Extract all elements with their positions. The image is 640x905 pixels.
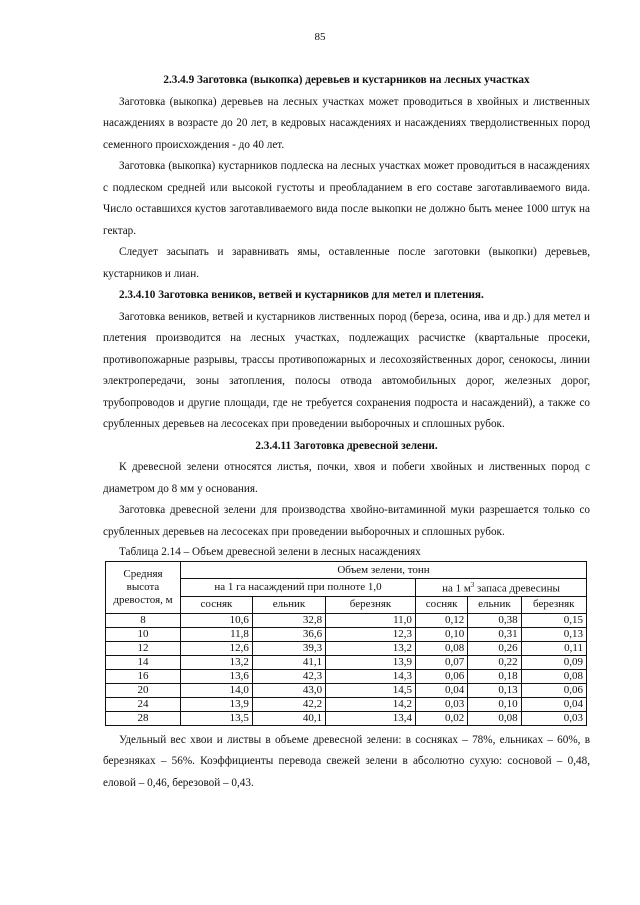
value-cell: 14,2 xyxy=(326,697,416,711)
value-cell: 36,6 xyxy=(252,627,325,641)
value-cell: 0,10 xyxy=(415,627,467,641)
value-cell: 0,15 xyxy=(521,613,586,627)
table-row xyxy=(106,655,587,669)
subheader-per-cubic-meter: на 1 $м^3$ запаса древесины xyxy=(415,579,586,597)
subheader-per-hectare: на 1 га насаждений при полноте 1,0 xyxy=(181,579,416,597)
table-caption: Таблица 2.14 – Объем древесной зелени в лесных насаждениях xyxy=(119,546,421,558)
value-cell: 0,06 xyxy=(521,683,586,697)
value-cell: 42,3 xyxy=(252,669,325,683)
value-cell: 12,6 xyxy=(181,641,253,655)
height-cell: 16 xyxy=(106,669,181,683)
paragraph: Заготовка (выкопка) кустарников подлеска на лесных участках может проводиться в насаждениях с подлеском средней или высокой густоты и преобладанием в его составе заготавливаемого вида. Число оставшихся кустов заготавливаемого вида после выкопки не должно быть менее 1000 штук на гектар. xyxy=(103,160,590,237)
value-cell: 11,0 xyxy=(326,613,416,627)
value-cell: 0,03 xyxy=(521,711,586,725)
height-cell: 24 xyxy=(106,697,181,711)
value-cell: 42,2 xyxy=(252,697,325,711)
paragraph: Следует засыпать и заравнивать ямы, оставленные после заготовки (выкопки) деревьев, кустарников и лиан. xyxy=(103,246,590,280)
height-cell: 10 xyxy=(106,627,181,641)
value-cell: 14,0 xyxy=(181,683,253,697)
value-cell: 32,8 xyxy=(252,613,325,627)
species-header: сосняк xyxy=(415,596,467,613)
value-cell: 10,6 xyxy=(181,613,253,627)
species-header: ельник xyxy=(252,596,325,613)
value-cell: 13,2 xyxy=(326,641,416,655)
value-cell: 12,3 xyxy=(326,627,416,641)
height-cell: 8 xyxy=(106,613,181,627)
value-cell: 0,07 xyxy=(415,655,467,669)
value-cell: 14,5 xyxy=(326,683,416,697)
value-cell: 0,13 xyxy=(521,627,586,641)
value-cell: 0,04 xyxy=(415,683,467,697)
value-cell: 0,11 xyxy=(521,641,586,655)
table-body xyxy=(106,613,587,725)
value-cell: 13,2 xyxy=(181,655,253,669)
value-cell: 0,26 xyxy=(468,641,521,655)
value-cell: 0,18 xyxy=(468,669,521,683)
paragraph: Заготовка древесной зелени для производства хвойно-витаминной муки разрешается только со срубленных деревьев на лесосеках при проведении выборочных и сплошных рубок. xyxy=(103,504,590,538)
column-header-height: Средняя высота древостоя, м xyxy=(106,562,181,614)
value-cell: 13,6 xyxy=(181,669,253,683)
height-cell: 28 xyxy=(106,711,181,725)
table-row xyxy=(106,627,587,641)
value-cell: 0,04 xyxy=(521,697,586,711)
page-number: 85 xyxy=(314,31,326,43)
value-cell: 0,08 xyxy=(521,669,586,683)
value-cell: 0,02 xyxy=(415,711,467,725)
species-header: сосняк xyxy=(181,596,253,613)
height-cell: 20 xyxy=(106,683,181,697)
table-row xyxy=(106,641,587,655)
value-cell: 0,03 xyxy=(415,697,467,711)
section-heading-2-3-4-11: 2.3.4.11 Заготовка древесной зелени. xyxy=(255,439,438,452)
paragraph: К древесной зелени относятся листья, почки, хвоя и побеги хвойных и лиственных пород с диаметром до 8 мм у основания. xyxy=(103,461,590,495)
section-heading-2-3-4-9: 2.3.4.9 Заготовка (выкопка) деревьев и кустарников на лесных участках xyxy=(163,74,530,86)
value-cell: 40,1 xyxy=(252,711,325,725)
value-cell: 0,08 xyxy=(468,711,521,725)
value-cell: 43,0 xyxy=(252,683,325,697)
closing-paragraph: Удельный вес хвои и листвы в объеме древесной зелени: в сосняках – 78%, ельниках – 60%, в березняках – 56%. Коэффициенты перевода свежей зелени в абсолютно сухую: сосновой – 0,48, еловой – 0,46, березовой – 0,43. xyxy=(103,733,590,789)
height-cell: 14 xyxy=(106,655,181,669)
section-heading-2-3-4-10: 2.3.4.10 Заготовка веников, ветвей и кустарников для метел и плетения. xyxy=(119,289,484,301)
paragraph: Заготовка веников, ветвей и кустарников лиственных пород (береза, осина, ива и др.) для метел и плетения производится на лесных участках, подлежащих расчистке (квартальные просеки, противопожарные разрывы, трассы противопожарных и лесохозяйственных дорог, сенокосы, линии электропередачи, зоны затопления, полосы отвода автомобильных дорог, железных дорог, трубопроводов и другие площади, где не требуется сохранения подроста и насаждений), а также со срубленных деревьев на лесосеках при проведении выборочных и сплошных рубок. xyxy=(103,310,590,430)
value-cell: 14,3 xyxy=(326,669,416,683)
column-group-header: Объем зелени, тонн xyxy=(181,562,587,579)
table-row xyxy=(106,669,587,683)
value-cell: 0,38 xyxy=(468,613,521,627)
value-cell: 0,22 xyxy=(468,655,521,669)
species-header: ельник xyxy=(468,596,521,613)
value-cell: 0,06 xyxy=(415,669,467,683)
value-cell: 0,12 xyxy=(415,613,467,627)
value-cell: 0,13 xyxy=(468,683,521,697)
table-row xyxy=(106,683,587,697)
species-header: березняк xyxy=(521,596,586,613)
paragraph: Заготовка (выкопка) деревьев на лесных участках может проводиться в хвойных и лиственных насаждениях в возрасте до 20 лет, в кедровых насаждениях и насаждениях твердолиственных пород семенного происхождения - до 40 лет. xyxy=(103,95,590,151)
value-cell: 13,9 xyxy=(181,697,253,711)
species-header: березняк xyxy=(326,596,416,613)
table-row xyxy=(106,613,587,627)
value-cell: 13,4 xyxy=(326,711,416,725)
height-cell: 12 xyxy=(106,641,181,655)
greenery-volume-table xyxy=(105,561,587,726)
value-cell: 11,8 xyxy=(181,627,253,641)
value-cell: 41,1 xyxy=(252,655,325,669)
page-content xyxy=(103,70,590,794)
value-cell: 0,08 xyxy=(415,641,467,655)
value-cell: 0,10 xyxy=(468,697,521,711)
value-cell: 0,09 xyxy=(521,655,586,669)
value-cell: 39,3 xyxy=(252,641,325,655)
value-cell: 13,5 xyxy=(181,711,253,725)
value-cell: 13,9 xyxy=(326,655,416,669)
table-row xyxy=(106,697,587,711)
value-cell: 0,31 xyxy=(468,627,521,641)
table-row xyxy=(106,711,587,725)
